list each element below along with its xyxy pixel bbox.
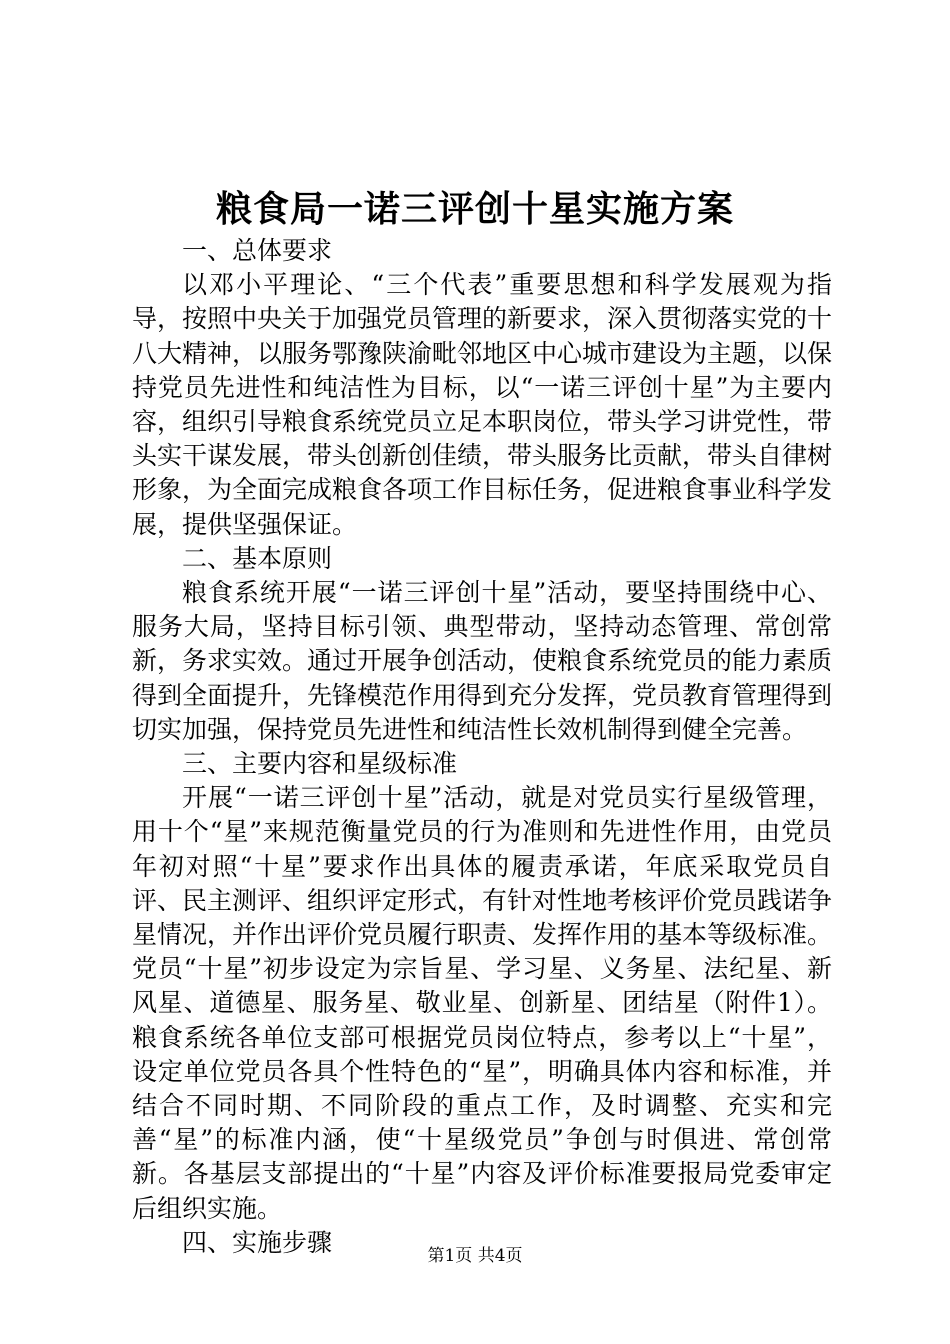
section-heading-1: 一、总体要求: [182, 236, 333, 265]
section-paragraph-2: 粮食系统开展“一诺三评创十星”活动，要坚持围绕中心、服务大局，坚持目标引领、典型带动，坚持动态管理、常创常新，务求实效。通过开展争创活动，使粮食系统党员的能力素质得到全面提升，先锋模范作用得到充分发挥，党员教育管理得到切实加强，保持党员先进性和纯洁性长效机制得到健全完善。: [132, 578, 833, 744]
section-heading-3: 三、主要内容和星级标准: [182, 749, 458, 779]
section-heading-4: 四、实施步骤: [182, 1227, 333, 1257]
section-paragraph-1: 以邓小平理论、“三个代表”重要思想和科学发展观为指导，按照中央关于加强党员管理的新要求，深入贯彻落实党的十八大精神，以服务鄂豫陕渝毗邻地区中心城市建设为主题，以保持党员先进性和纯洁性为目标，以“一诺三评创十星”为主要内容，组织引导粮食系统党员立足本职岗位，带头学习讲党性，带头实干谋发展，带头创新创佳绩，带头服务比贡献，带头自律树形象，为全面完成粮食各项工作目标任务，促进粮食事业科学发展，提供坚强保证。: [132, 270, 833, 539]
document-body: [132, 234, 832, 1260]
section-paragraph-3: 开展“一诺三评创十星”活动，就是对党员实行星级管理，用十个“星”来规范衡量党员的行为准则和先进性作用，由党员年初对照“十星”要求作出具体的履责承诺，年底采取党员自评、民主测评、组织评定形式，有针对性地考核评价党员践诺争星情况，并作出评价党员履行职责、发挥作用的基本等级标准。党员“十星”初步设定为宗旨星、学习星、义务星、法纪星、新风星、道德星、服务星、敬业星、创新星、团结星（附件1）。粮食系统各单位支部可根据党员岗位特点，参考以上“十星”，设定单位党员各具个性特色的“星”，明确具体内容和标准，并结合不同时期、不同阶段的重点工作，及时调整、充实和完善“星”的标准内涵，使“十星级党员”争创与时俱进、常创常新。各基层支部提出的“十星”内容及评价标准要报局党委审定后组织实施。: [132, 783, 833, 1223]
document-title: 粮食局一诺三评创十星实施方案: [215, 188, 734, 230]
section-heading-2: 二、基本原则: [182, 543, 333, 573]
page-footer: 第1页 共4页: [427, 1246, 523, 1266]
